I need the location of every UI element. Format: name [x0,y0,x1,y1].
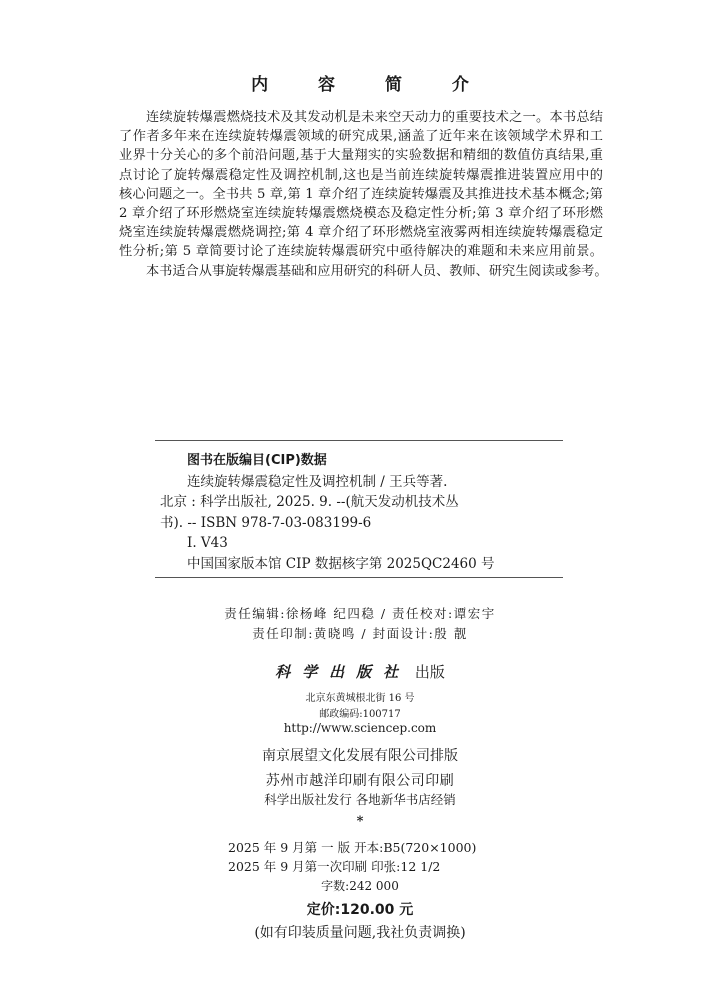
cip-line: 北京 : 科学出版社, 2025. 9. --(航天发动机技术丛 [160,494,459,510]
publisher-url: http://www.sciencep.com [283,721,437,735]
abstract-title: 内 容 简 介 [251,75,491,95]
abstract-line: 性分析;第 5 章简要讨论了连续旋转爆震研究中亟待解决的难题和未来应用前景。 [119,244,603,260]
distribution: 科学出版社发行 各地新华书店经销 [264,792,456,807]
abstract-line: 本书适合从事旋转爆震基础和应用研究的科研人员、教师、研究生阅读或参考。 [146,263,608,279]
credits-production: 责任印制:黄晓鸣 / 封面设计:殷 靓 [252,626,468,641]
printer: 苏州市越洋印刷有限公司印刷 [265,773,455,789]
abstract-line: 业界十分关心的多个前沿问题,基于大量翔实的实验数据和精细的数值仿真结果,重 [119,148,603,164]
cip-block [160,451,560,574]
cip-line: 连续旋转爆震稳定性及调控机制 / 王兵等著. [187,473,448,490]
cip-bottom-rule [155,577,563,578]
publisher-line [0,661,720,682]
abstract-line: 了作者多年来在连续旋转爆震领域的研究成果,涵盖了近年来在该领域学术界和工 [119,129,603,145]
publisher-postcode: 邮政编码:100717 [319,709,401,720]
abstract-line: 点讨论了旋转爆震稳定性及调控机制,这也是当前连续旋转爆震推进装置应用中的 [119,167,603,183]
word-count: 字数:242 000 [321,879,399,893]
publisher-address: 北京东黄城根北街 16 号 [305,693,415,704]
abstract-line: 连续旋转爆震燃烧技术及其发动机是未来空天动力的重要技术之一。本书总结 [146,110,603,125]
publisher-brand: 科学出版社 [275,663,411,681]
quality-notice: (如有印装质量问题,我社负责调换) [254,925,466,941]
cip-line: Ⅰ. V43 [187,535,228,551]
cip-top-rule [155,440,563,441]
price: 定价:120.00 元 [306,902,414,918]
cip-heading: 图书在版编目(CIP)数据 [187,453,327,468]
typesetter: 南京展望文化发展有限公司排版 [262,748,458,764]
cip-line: 中国国家版本馆 CIP 数据核字第 2025QC2460 号 [187,555,495,572]
edition-line: 2025 年 9 月第 一 版 开本:B5(720×1000) [228,840,477,855]
credits-editors: 责任编辑:徐杨峰 纪四稳 / 责任校对:谭宏宇 [224,606,496,621]
abstract-line: 核心问题之一。全书共 5 章,第 1 章介绍了连续旋转爆震及其推进技术基本概念;第 [119,186,603,202]
abstract-line: 烧室连续旋转爆震燃烧调控;第 4 章介绍了环形燃烧室液雾两相连续旋转爆震稳定 [119,225,603,241]
abstract-body [119,108,608,281]
separator-star: * [356,814,364,829]
printing-line: 2025 年 9 月第一次印刷 印张:12 1/2 [228,859,441,874]
publisher-suffix: 出版 [414,663,445,681]
abstract-line: 2 章介绍了环形燃烧室连续旋转爆震燃烧模态及稳定性分析;第 3 章介绍了环形燃 [119,206,603,222]
cip-line: 书). -- ISBN 978-7-03-083199-6 [160,514,372,531]
